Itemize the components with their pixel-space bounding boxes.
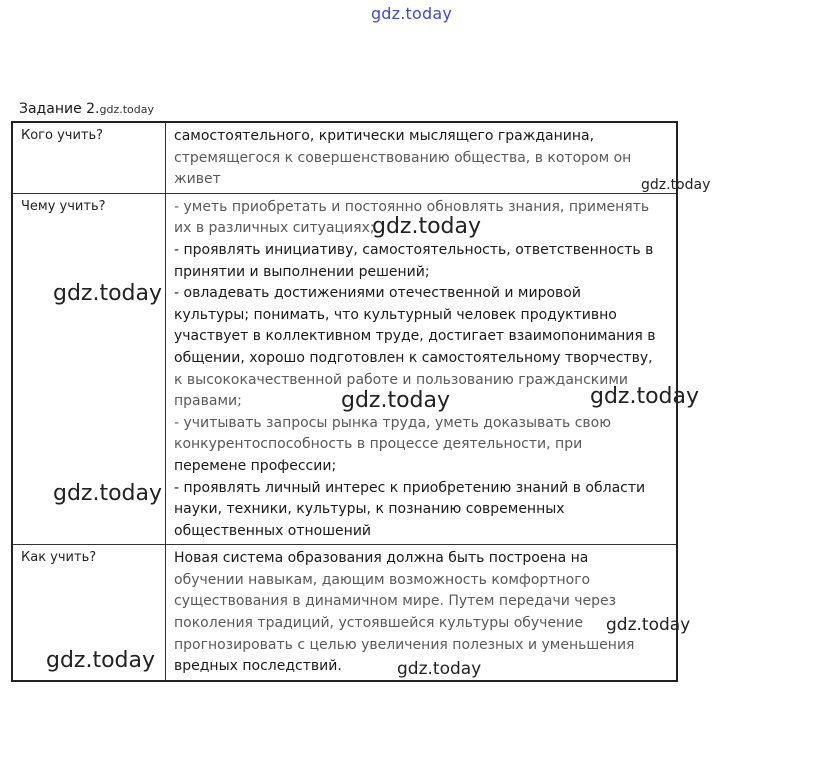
answer-cell — [166, 193, 678, 545]
answer-line: - проявлять личный интерес к приобретению знаний в области — [174, 479, 646, 496]
answer-line: существования в динамичном мире. Путем передачи через — [174, 593, 617, 610]
answer-line: науки, техники, культуры, к познанию современных — [174, 501, 565, 518]
answer-line: перемене профессии; — [174, 457, 337, 474]
watermark: gdz.today — [53, 281, 163, 306]
table-row — [12, 122, 677, 193]
task-title-text: Задание 2. — [19, 101, 100, 117]
question-cell: Как учить? — [12, 545, 166, 681]
answer-line: - уметь приобретать и постоянно обновлять знания, применять — [174, 198, 650, 215]
answer-line: - овладевать достижениями отечественной и мировой — [174, 285, 581, 302]
answer-line: самостоятельного, критически мыслящего гражданина, — [174, 128, 595, 144]
answer-line: поколения традиций, устоявшейся культуры обучение — [174, 615, 583, 632]
answer-line: правами; — [174, 393, 242, 410]
answer-cell — [166, 122, 678, 193]
watermark: gdz.today — [341, 388, 451, 413]
watermark: gdz.today — [590, 384, 700, 409]
answer-line: Новая система образования должна быть построена на — [174, 550, 589, 567]
site-header-logo[interactable]: gdz.today — [370, 4, 453, 23]
question-cell: Чему учить? — [12, 193, 166, 545]
answer-line: к высококачественной работе и пользованию гражданскими — [174, 371, 628, 388]
task-title-watermark: gdz.today — [99, 103, 155, 116]
watermark: gdz.today — [46, 648, 156, 673]
question-cell: Кого учить? — [12, 122, 166, 193]
watermark: gdz.today — [372, 214, 482, 239]
watermark: gdz.today — [53, 481, 163, 506]
answer-line: живет — [174, 171, 221, 188]
answer-line: участвует в коллективном труде, достигает взаимопонимания в — [174, 328, 656, 345]
answer-line: обучении навыкам, дающим возможность комфортного — [174, 571, 591, 588]
task-title — [19, 101, 154, 117]
answer-line: - учитывать запросы рынка труда, уметь доказывать свою — [174, 414, 612, 431]
answer-line: их в различных ситуациях; — [174, 220, 375, 237]
answer-line: общественных отношений — [174, 522, 372, 539]
answer-line: общении, хорошо подготовлен к самостоятельному творчеству, — [174, 349, 653, 366]
answer-line: принятии и выполнении решений; — [174, 263, 430, 280]
answer-line: - проявлять инициативу, самостоятельность, ответственность в — [174, 241, 654, 258]
answer-line: конкурентоспособность в процессе деятельности, при — [174, 436, 583, 453]
watermark: gdz.today — [397, 659, 482, 679]
answer-line: прогнозировать с целью увеличения полезных и уменьшения — [174, 636, 635, 653]
answer-line: стремящегося к совершенствованию общества, в котором он — [174, 149, 632, 166]
watermark: gdz.today — [641, 177, 711, 193]
answer-line: культуры; понимать, что культурный человек продуктивно — [174, 306, 617, 323]
answer-line: вредных последствий. — [174, 658, 342, 675]
watermark: gdz.today — [606, 615, 691, 635]
